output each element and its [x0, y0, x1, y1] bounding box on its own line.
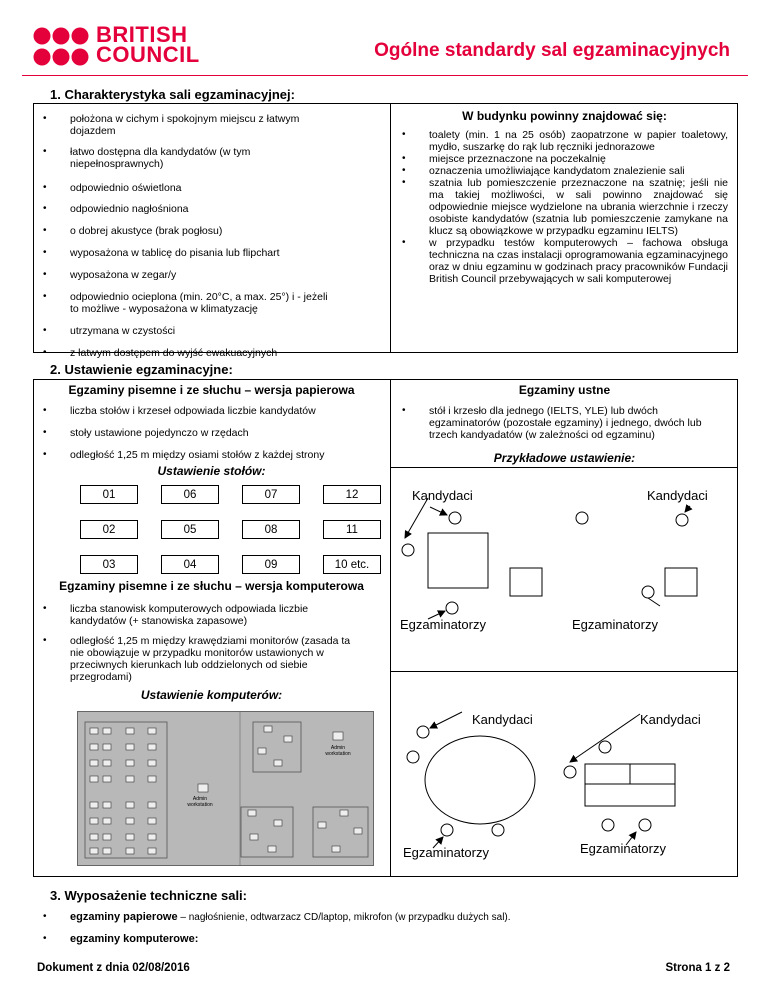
computers-layout-heading: Ustawienie komputerów: — [140, 688, 283, 702]
equipment-description: – nagłośnienie, odtwarzacz CD/laptop, mikrofon (w przypadku dużych sal). — [177, 912, 511, 923]
page-number: Strona 1 z 2 — [665, 962, 730, 974]
example-layout-heading: Przykładowe ustawienie: — [493, 451, 636, 465]
list-item: • odległość 1,25 m między osiami stołów z każdej strony — [36, 449, 386, 471]
section1-column-divider — [390, 103, 391, 353]
equipment-type: egzaminy komputerowe: — [70, 933, 199, 945]
list-item — [36, 911, 736, 933]
list-item: • w przypadku testów komputerowych – fachowa obsługa techniczna na czas instalacji oprogramowania egzaminacyjnego oraz w dniu egzaminu w godzinach pracy pracowników Fundacji British Council przebywających w sali komputerowej — [395, 237, 728, 285]
list-item: • utrzymana w czystości — [36, 325, 336, 347]
list-item: • oznaczenia umożliwiające kandydatom znalezienie sali — [395, 165, 728, 177]
table-cell: 06 — [162, 486, 219, 504]
british-council-logo-dots — [33, 27, 89, 67]
list-item: • liczba stanowisk komputerowych odpowiada liczbie kandydatów (+ stanowiska zapasowe) — [36, 603, 356, 635]
list-item: • odpowiednio nagłośniona — [36, 203, 336, 225]
oral-exam-list — [395, 405, 730, 441]
table-cell: 02 — [81, 521, 138, 539]
document-date: Dokument z dnia 02/08/2016 — [37, 962, 190, 974]
computer-room-floorplan — [78, 712, 373, 865]
technical-equipment-list — [36, 911, 736, 945]
computer-exam-heading: Egzaminy pisemne i ze słuchu – wersja komputerowa — [59, 579, 364, 593]
tables-layout-heading: Ustawienie stołów: — [157, 464, 266, 478]
list-item: • o dobrej akustyce (brak pogłosu) — [36, 225, 336, 247]
admin-workstation-label: Admin workstation — [187, 796, 213, 808]
equipment-type: egzaminy papierowe — [70, 911, 178, 923]
section3-heading: 3. Wyposażenie techniczne sali: — [50, 888, 247, 903]
list-item: • miejsce przeznaczone na poczekalnię — [395, 153, 728, 165]
tables-layout-grid — [80, 485, 381, 574]
room-characteristics-list — [36, 113, 336, 367]
candidates-label: Kandydaci — [640, 712, 701, 727]
table-cell: 11 — [324, 521, 381, 539]
table-cell: 01 — [81, 486, 138, 504]
section1-heading: 1. Charakterystyka sali egzaminacyjnej: — [50, 87, 295, 102]
list-item: • odpowiednio ocieplona (min. 20°C, a max. 25°) i - jeżeli to możliwe - wyposażona w klimatyzację — [36, 291, 336, 325]
list-item: • położona w cichym i spokojnym miejscu z łatwym dojazdem — [36, 113, 336, 142]
table-cell: 12 — [324, 486, 381, 504]
examiners-label: Egzaminatorzy — [403, 845, 489, 860]
list-item: • stoły ustawione pojedynczo w rzędach — [36, 427, 386, 449]
list-item: • szatnia lub pomieszczenie przeznaczone na szatnię; jeśli nie ma takiej możliwości, w sali powinno znajdować się odpowiednie miejsce wydzielone na ubrania wierzchnie i rzeczy osobiste kandydatów (szatnia lub pomieszczenie zamykane na klucz są obowiązkowe w przypadku egzaminu IELTS) — [395, 177, 728, 237]
paper-exam-heading: Egzaminy pisemne i ze słuchu – wersja papierowa — [68, 383, 355, 397]
list-item: • wyposażona w tablicę do pisania lub flipchart — [36, 247, 336, 269]
table-cell: 04 — [162, 556, 219, 574]
list-item: • łatwo dostępna dla kandydatów (w tym niepełnosprawnych) — [36, 146, 336, 181]
examiners-label: Egzaminatorzy — [580, 841, 666, 856]
building-requirements-heading: W budynku powinny znajdować się: — [462, 109, 667, 123]
table-cell: 03 — [81, 556, 138, 574]
list-item: • stół i krzesło dla jednego (IELTS, YLE) lub dwóch egzaminatorów (pozostałe egzaminy) i jednego, dwóch lub trzech kandyadatów (w zależności od egzaminu) — [395, 405, 730, 441]
list-item: • liczba stołów i krzeseł odpowiada liczbie kandydatów — [36, 405, 386, 427]
oral-exam-heading: Egzaminy ustne — [518, 383, 611, 397]
header-divider — [22, 75, 748, 76]
list-item — [36, 933, 736, 945]
examiners-label: Egzaminatorzy — [572, 617, 658, 632]
list-item: • z łatwym dostępem do wyjść ewakuacyjnych — [36, 347, 336, 367]
table-cell: 05 — [162, 521, 219, 539]
computer-room-diagram — [77, 711, 374, 866]
candidates-label: Kandydaci — [472, 712, 533, 727]
page-title: Ogólne standardy sal egzaminacyjnych — [374, 40, 730, 61]
table-cell: 08 — [243, 521, 300, 539]
table-cell: 07 — [243, 486, 300, 504]
admin-workstation-label: Admin workstation — [325, 745, 351, 757]
list-item: • odległość 1,25 m między krawędziami monitorów (zasada ta nie obowiązuje w przypadku monitorów ustawionych w przeciwnych kierunkach lub oddzielonych od siebie przegrodami) — [36, 635, 356, 683]
computer-exam-list — [36, 603, 356, 683]
candidates-label: Kandydaci — [412, 488, 473, 503]
list-item: • odpowiednio oświetlona — [36, 182, 336, 203]
candidates-label: Kandydaci — [647, 488, 708, 503]
paper-exam-list — [36, 405, 386, 471]
table-cell: 10 etc. — [324, 556, 381, 574]
list-item: • wyposażona w zegar/y — [36, 269, 336, 291]
list-item: • toalety (min. 1 na 25 osób) zaopatrzone w papier toaletowy, mydło, suszarkę do rąk lub ręczniki jednorazowe — [395, 129, 728, 153]
british-council-logo-text: BRITISH COUNCIL — [96, 22, 200, 67]
section2-heading: 2. Ustawienie egzaminacyjne: — [50, 362, 233, 377]
building-requirements-list — [395, 129, 728, 285]
table-cell: 09 — [243, 556, 300, 574]
examiners-label: Egzaminatorzy — [400, 617, 486, 632]
